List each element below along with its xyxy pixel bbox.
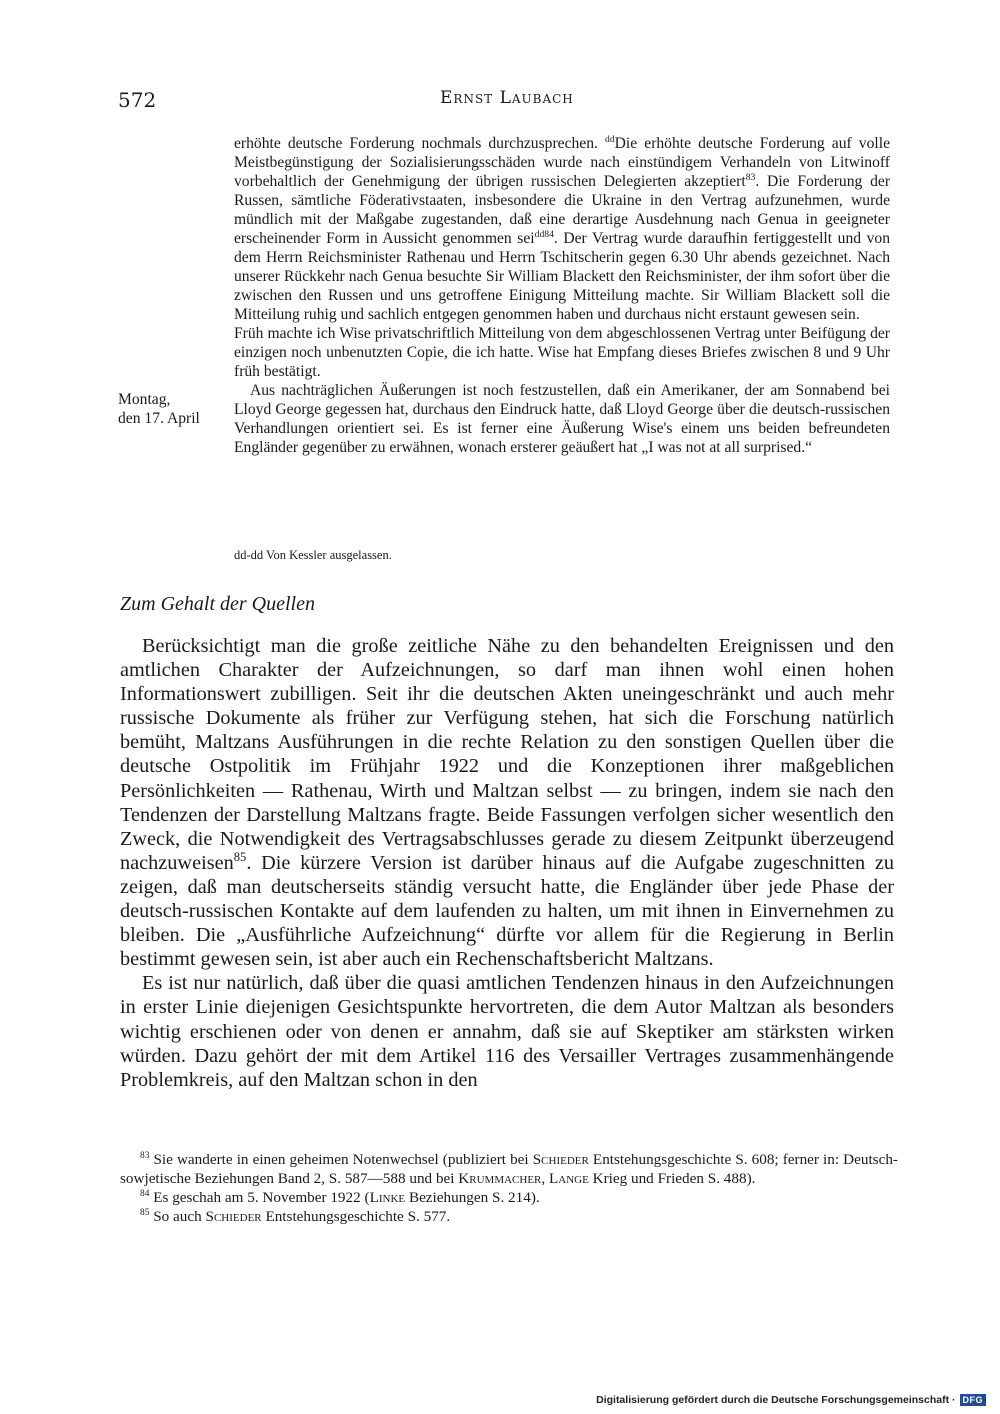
body-paragraph <box>120 634 894 971</box>
text-run: . Der Vertrag wurde daraufhin fertiggestellt und von dem Herrn Reichsminister Rathenau und Herrn Tschitscherin gegen 6.30 Uhr abends gezeichnet. Nach unserer Rückkehr nach Genua besuchte Sir William Blackett den Reichsminister, der ihm sofort über die zwischen den Russen und uns getroffene Einigung Mitteilung machte. Sir William Blackett soll die Mitteilung ruhig und sachlich entgegen genommen haben und durchaus nicht erstaunt gewesen sein. <box>234 230 890 323</box>
dfg-logo-icon: DFG <box>960 1394 987 1406</box>
author-name: Schieder <box>532 1151 589 1168</box>
text-run: , <box>541 1170 549 1187</box>
footnote-number: 83 <box>140 1150 150 1161</box>
text-run: Entstehungsgeschichte S. 577. <box>261 1208 451 1225</box>
section-heading: Zum Gehalt der Quellen <box>120 593 315 615</box>
author-name: Schieder <box>205 1208 262 1225</box>
text-run: . Die kürzere Version ist darüber hinaus auf die Aufgabe zugeschnitten zu zeigen, daß man deutscherseits ständig versucht hatte, die Engländer über jede Phase der deutsch-russischen Kontakte auf dem laufenden zu halten, um mit ihnen in Einvernehmen zu bleiben. Die „Ausführliche Aufzeichnung“ dürfte vor allem für die Regierung in Berlin bestimmt gewesen sein, ist aber auch ein Rechenschaftsbericht Maltzans. <box>120 851 894 971</box>
text-run: Es geschah am 5. November 1922 ( <box>149 1189 370 1206</box>
footnote <box>120 1150 898 1188</box>
margin-note-line: den 17. April <box>118 410 200 427</box>
footnote-number: 84 <box>140 1188 150 1199</box>
text-run: Krieg und Frieden S. 488). <box>588 1170 756 1187</box>
quoted-document-block <box>234 134 890 457</box>
author-name: Krummacher <box>458 1170 542 1187</box>
body-paragraph: Es ist nur natürlich, daß über die quasi amtlichen Tendenzen hinaus in den Aufzeichnungen in erster Linie diejenigen Gesichtspunkte hervortreten, die dem Autor Maltzan als besonders wichtig erschienen oder von denen er annahm, daß sie auf Skeptiker am stärksten wirken würden. Dazu gehört der mit dem Artikel 116 des Versailler Vertrages zusammenhängende Problemkreis, auf den Maltzan schon in den <box>120 972 894 1091</box>
quoted-paragraph: Früh machte ich Wise privatschriftlich Mitteilung von dem abgeschlossenen Vertrag unter Beifügung der einzigen noch unbenutzten Copie, die ich hatte. Wise hat Empfang dieses Briefes zwischen 8 und 9 Uhr früh bestätigt. <box>234 325 890 380</box>
text-run: Beziehungen S. 214). <box>405 1189 540 1206</box>
footnote <box>120 1188 898 1207</box>
editorial-footnote: dd-dd Von Kessler ausgelassen. <box>234 548 392 562</box>
footnote-number: 85 <box>140 1207 150 1218</box>
author-name: Lange <box>548 1170 589 1187</box>
margin-date-note <box>118 390 233 428</box>
footnotes <box>120 1150 898 1226</box>
author-name: Linke <box>369 1189 406 1206</box>
page-number: 572 <box>118 88 157 112</box>
text-run: So auch <box>149 1208 206 1225</box>
text-run: Berücksichtigt man die große zeitliche Nähe zu den behandelten Ereignissen und den amtlichen Charakter der Aufzeichnungen, so darf man ihnen wohl einen hohen Informationswert zubilligen. Seit ihr die deutschen Akten uneingeschränkt und auch mehr russische Dokumente als früher zur Verfügung stehen, hat sich die Forschung natürlich bemüht, Maltzans Ausführungen in die rechte Relation zu den sonstigen Quellen über die deutsche Ostpolitik im Frühjahr 1922 und die Konzeptionen ihrer maßgeblichen Persönlichkeiten — Rathenau, Wirth und Maltzan selbst — zu bringen, indem sie nach den Tendenzen der Darstellung Maltzans fragte. Beide Fassungen verfolgen sicher wesentlich den Zweck, die Notwendigkeit des Vertragsabschlusses gerade zu diesem Zeitpunkt überzeugend nachzuweisen <box>120 635 894 874</box>
digitization-credit <box>596 1392 986 1408</box>
main-text <box>120 634 894 1092</box>
footnote <box>120 1207 898 1226</box>
text-run: Die erhöhte deutsche Forderung auf volle Meistbegünstigung der Sozialisierungsschäden wurde nach einstündigem Verhandeln von Litwinoff vorbehaltlich der Genehmigung der übrigen russischen Delegierten akzeptiert <box>234 135 890 190</box>
footnote-ref: 83 <box>745 171 756 183</box>
footnote-ref: dd84 <box>534 228 554 240</box>
footnote-ref: 85 <box>233 850 247 865</box>
running-header-author: Ernst Laubach <box>440 88 574 108</box>
text-run: erhöhte deutsche Forderung nochmals durchzusprechen. <box>234 135 606 152</box>
quoted-paragraph: Aus nachträglichen Äußerungen ist noch festzustellen, daß ein Amerikaner, der am Sonnabend bei Lloyd George gegessen hat, durchaus den Eindruck hatte, daß Lloyd George über die deutsch-russischen Verhandlungen orientiert sei. Es ist ferner eine Äußerung Wise's einem uns beiden befreundeten Engländer gegenüber zu erwähnen, wonach ersterer geäußert hat „I was not at all surprised.“ <box>234 382 890 456</box>
editorial-mark: dd <box>605 133 615 145</box>
text-run: Sie wanderte in einen geheimen Notenwechsel (publiziert bei <box>149 1151 533 1168</box>
text-run: Entstehungsgeschichte S. 608; ferner in: Deutsch-sowjetische Beziehungen Band 2, S. 587—588 und bei <box>120 1151 898 1187</box>
quoted-paragraph <box>234 134 890 324</box>
text-run: . Die Forderung der Russen, sämtliche Föderativstaaten, insbesondere die Ukraine in den Vertrag aufzunehmen, wurde mündlich mit der Maßgabe zugestanden, daß eine derartige Ausdehnung nach Genua in geeigneter erscheinender Form in Aussicht genommen sei <box>234 173 891 247</box>
credit-text: Digitalisierung gefördert durch die Deutsche Forschungsgemeinschaft · <box>596 1394 956 1406</box>
margin-note-line: Montag, <box>118 391 171 408</box>
